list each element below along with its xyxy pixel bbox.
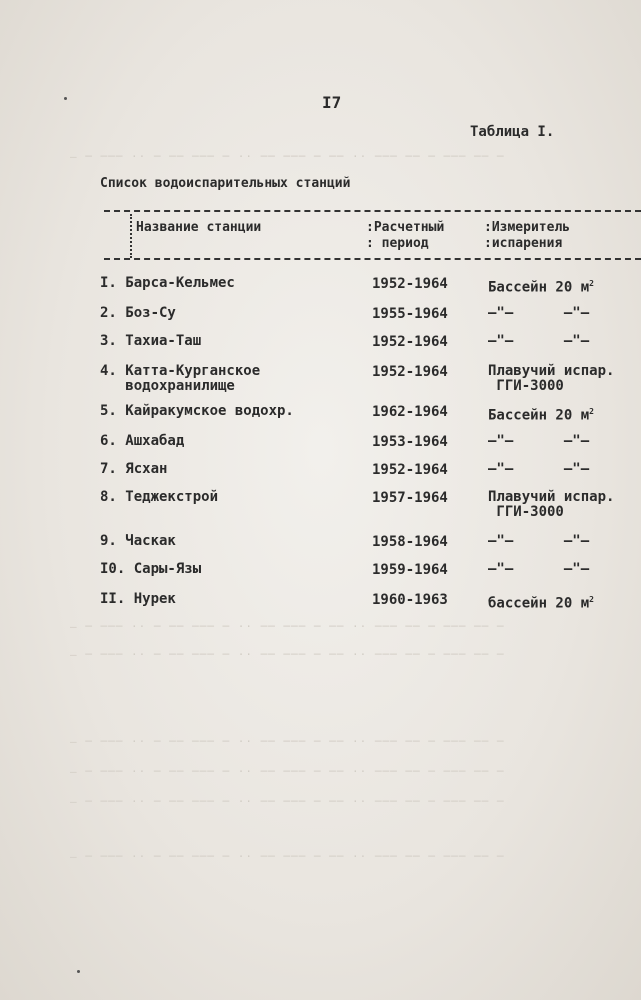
table-top-rule (104, 210, 641, 212)
table-row (100, 592, 641, 626)
evaporation-meter: –"– –"– (488, 533, 590, 549)
station-name: 3. Тахиа-Таш (100, 333, 202, 349)
station-name: 6. Ашхабад (100, 433, 185, 449)
bleed-through-text: — ─ ─── ·· ─ ── ─── ─ ·· ── ─── ─ ── ·· ─── ── ─ ─── ── ─ (70, 648, 505, 658)
calc-period: 1959-1964 (372, 562, 448, 578)
station-name: 4. Катта-Курганское водохранилище (100, 363, 261, 394)
table-row (100, 364, 641, 398)
header-period-line2: : период (366, 236, 429, 251)
evaporation-meter: бассейн 20 $м^2$ (488, 595, 594, 612)
header-meter-line2: :испарения (484, 236, 563, 251)
evaporation-meter: –"– –"– (488, 461, 590, 477)
unit-superscript: 2 (589, 279, 594, 288)
station-name: 9. Часкак (100, 533, 176, 549)
calc-period: 1953-1964 (372, 434, 448, 450)
bleed-through-text: — ─ ─── ·· ─ ── ─── ─ ·· ── ─── ─ ── ·· ─── ── ─ ─── ── ─ (70, 765, 505, 775)
header-station-name: Название станции (136, 220, 262, 235)
unit-superscript: 2 (589, 407, 594, 416)
evaporation-meter: –"– –"– (488, 305, 590, 321)
table-row (100, 562, 641, 596)
calc-period: 1957-1964 (372, 490, 448, 506)
page-number: I7 (322, 93, 342, 112)
table-caption: Список водоиспарительных станций (100, 176, 351, 191)
evaporation-meter: –"– –"– (488, 433, 590, 449)
calc-period: 1962-1964 (372, 404, 448, 420)
calc-period: 1955-1964 (372, 306, 448, 322)
ink-speck (64, 97, 67, 100)
bleed-through-text: — ─ ─── ·· ─ ── ─── ─ ·· ── ─── ─ ── ·· ─── ── ─ ─── ── ─ (70, 620, 505, 630)
station-name: II. Нурек (100, 591, 176, 607)
bleed-through-text: — ─ ─── ·· ─ ── ─── ─ ·· ── ─── ─ ── ·· ─── ── ─ ─── ── ─ (70, 795, 505, 805)
header-column-separator (130, 214, 132, 258)
station-name: 7. Ясхан (100, 461, 168, 477)
calc-period: 1952-1964 (372, 276, 448, 292)
calc-period: 1952-1964 (372, 334, 448, 350)
station-name: I0. Сары-Язы (100, 561, 202, 577)
bleed-through-text: — ─ ─── ·· ─ ── ─── ─ ·· ── ─── ─ ── ·· ─── ── ─ ─── ── ─ (70, 850, 505, 860)
calc-period: 1958-1964 (372, 534, 448, 550)
station-name: 2. Боз-Су (100, 305, 176, 321)
calc-period: 1952-1964 (372, 462, 448, 478)
calc-period: 1960-1963 (372, 592, 448, 608)
station-name: I. Барса-Кельмес (100, 275, 235, 291)
table-row (100, 490, 641, 524)
station-name: 8. Теджекстрой (100, 489, 219, 505)
header-bottom-rule (104, 258, 641, 260)
evaporation-meter: –"– –"– (488, 333, 590, 349)
header-meter-line1: :Измеритель (484, 220, 571, 235)
evaporation-meter: Плавучий испар. ГГИ-3000 (488, 489, 615, 520)
evaporation-meter: Бассейн 20 $м^2$ (488, 279, 594, 296)
bleed-through-text: — ─ ─── ·· ─ ── ─── ─ ·· ── ─── ─ ── ·· ─── ── ─ ─── ── ─ (70, 150, 505, 160)
bleed-through-text: — ─ ─── ·· ─ ── ─── ─ ·· ── ─── ─ ── ·· ─── ── ─ ─── ── ─ (70, 735, 505, 745)
evaporation-meter: –"– –"– (488, 561, 590, 577)
ink-speck (77, 970, 80, 973)
unit-superscript: 2 (589, 595, 594, 604)
calc-period: 1952-1964 (372, 364, 448, 380)
evaporation-meter: Бассейн 20 $м^2$ (488, 407, 594, 424)
evaporation-meter: Плавучий испар. ГГИ-3000 (488, 363, 615, 394)
header-period-line1: :Расчетный (366, 220, 445, 235)
station-name: 5. Кайракумское водохр. (100, 403, 294, 419)
table-label: Таблица I. (470, 124, 555, 140)
